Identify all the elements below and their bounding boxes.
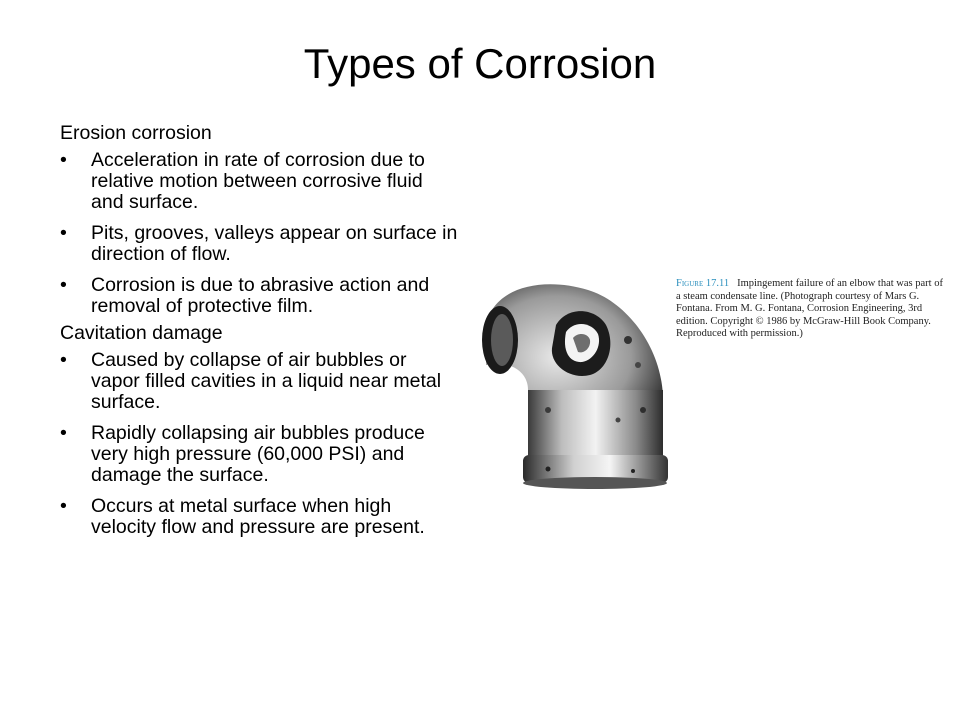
bullet-text: Acceleration in rate of corrosion due to relative motion between corrosive fluid and surface. [91,149,425,213]
figure-label: Figure 17.11 [676,278,730,289]
bullet-item [60,350,460,413]
bullet-icon: • [60,349,67,371]
corroded-elbow-photo [478,270,678,492]
bullet-icon: • [60,495,67,517]
bullet-icon: • [60,149,67,171]
slide-body [60,123,460,548]
bullet-text: Pits, grooves, valleys appear on surface in direction of flow. [91,222,458,265]
bullet-item [60,223,460,265]
bullet-item [60,150,460,213]
bullet-text: Corrosion is due to abrasive action and removal of protective film. [91,274,430,317]
bullet-list-erosion [60,150,460,317]
bullet-text: Caused by collapse of air bubbles or vapor filled cavities in a liquid near metal surface. [91,349,442,413]
bullet-icon: • [60,222,67,244]
bullet-item [60,496,460,538]
bullet-text: Rapidly collapsing air bubbles produce very high pressure (60,000 PSI) and damage the surface. [91,422,425,486]
bullet-item [60,275,460,317]
figure-caption-text: Impingement failure of an elbow that was part of a steam condensate line. (Photograph courtesy of Mars G. Fontana. From M. G. Fontana, Corrosion Engineering, 3rd edition. Copyright © 1986 by McGraw-Hill Book Company. Reproduced with permission.) [676,278,943,339]
section-heading-erosion: Erosion corrosion [60,122,212,144]
slide-title: Types of Corrosion [303,40,657,87]
bullet-icon: • [60,274,67,296]
bullet-list-cavitation [60,350,460,538]
section-heading-cavitation: Cavitation damage [60,322,223,344]
bullet-item [60,423,460,486]
bullet-icon: • [60,422,67,444]
bullet-text: Occurs at metal surface when high velocity flow and pressure are present. [91,495,425,538]
figure-caption [676,278,946,341]
